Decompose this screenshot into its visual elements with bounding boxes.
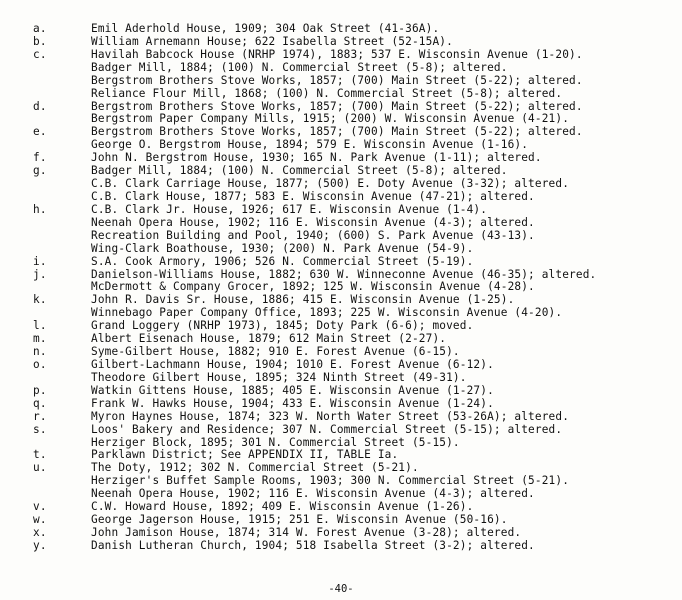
entry-text: Wing-Clark Boathouse, 1930; (200) N. Park Avenue (54-9). [91,241,474,255]
entry-text: Bergstrom Paper Company Mills, 1915; (200) W. Wisconsin Avenue (4-21). [91,112,570,126]
entry-text: Loos' Bakery and Residence; 307 N. Commercial Street (5-15); altered. [91,422,563,436]
entry-line [33,243,673,256]
entry-text: Herziger Block, 1895; 301 N. Commercial Street (5-15). [91,435,460,449]
entry-letter: i. [33,254,47,268]
entry-text: Danish Lutheran Church, 1904; 518 Isabella Street (3-2); altered. [91,538,535,552]
entry-letter [33,75,91,88]
entry-letter: v. [33,500,47,514]
entry-text: Bergstrom Brothers Stove Works, 1857; (700) Main Street (5-22); altered. [91,125,583,139]
entry-text: C.B. Clark House, 1877; 583 E. Wisconsin Avenue (47-21); altered. [91,189,535,203]
entry-letter: w. [33,513,47,527]
entry-letter: f. [33,151,47,165]
entry-line [33,23,673,36]
entry-text: S.A. Cook Armory, 1906; 526 N. Commercial Street (5-19). [91,254,474,268]
entry-text: Havilah Babcock House (NRHP 1974), 1883; 537 E. Wisconsin Avenue (1-20). [91,47,583,61]
entry-text: Emil Aderhold House, 1909; 304 Oak Street (41-36A). [91,22,440,35]
entry-line [33,514,673,527]
entry-text: C.W. Howard House, 1892; 409 E. Wisconsin Avenue (1-26). [91,500,474,514]
list-item [33,385,673,398]
entry-letter: p. [33,383,47,397]
entry-letter: y. [33,538,47,552]
list-item [33,398,673,411]
list-item [33,256,673,269]
list-item [33,269,673,295]
list-item [33,411,673,424]
entry-text: Neenah Opera House, 1902; 116 E. Wisconsin Avenue (4-3); altered. [91,487,535,501]
entry-line [33,540,673,553]
list-item [33,540,673,553]
entry-text: Watkin Gittens House, 1885; 405 E. Wisconsin Avenue (1-27). [91,383,494,397]
entry-letter [33,62,91,75]
entry-line [33,36,673,49]
entry-text: Recreation Building and Pool, 1940; (600) S. Park Avenue (43-13). [91,228,535,242]
entry-text: Parklawn District; See APPENDIX II, TABLE Ia. [91,448,399,462]
entry-line [33,424,673,437]
entry-text: Albert Eisenach House, 1879; 612 Main Street (2-27). [91,332,447,346]
entry-text: Bergstrom Brothers Stove Works, 1857; (700) Main Street (5-22); altered. [91,99,583,113]
entry-letter: c. [33,47,47,61]
entry-letter [33,217,91,230]
list-item [33,36,673,49]
entry-text: George Jagerson House, 1915; 251 E. Wisconsin Avenue (50-16). [91,513,508,527]
entry-letter [33,178,91,191]
list-item [33,462,673,501]
entry-letter: u. [33,461,47,475]
entry-letter [33,372,91,385]
entry-line [33,527,673,540]
entry-text: Reliance Flour Mill, 1868; (100) N. Commercial Street (5-8); altered. [91,86,563,100]
entry-text: Myron Haynes House, 1874; 323 W. North Water Street (53-26A); altered. [91,409,570,423]
entry-letter: o. [33,357,47,371]
entry-line [33,359,673,372]
entry-letter: n. [33,345,47,359]
entry-list [33,23,673,553]
entry-text: Badger Mill, 1884; (100) N. Commercial Street (5-8); altered. [91,60,508,74]
entry-letter: m. [33,332,47,346]
entry-line [33,385,673,398]
entry-letter [33,191,91,204]
entry-line [33,230,673,243]
entry-letter: h. [33,202,47,216]
entry-text: The Doty, 1912; 302 N. Commercial Street (5-21). [91,461,419,475]
entry-letter: g. [33,164,47,178]
list-item [33,294,673,320]
list-item [33,527,673,540]
entry-text: Neenah Opera House, 1902; 116 E. Wisconsin Avenue (4-3); altered. [91,215,535,229]
entry-text: Grand Loggery (NRHP 1973), 1845; Doty Park (6-6); moved. [91,319,474,333]
entry-text: Danielson-Williams House, 1882; 630 W. Winneconne Avenue (46-35); altered. [91,267,597,281]
entry-line [33,217,673,230]
page-number: -40- [328,583,354,595]
list-item [33,514,673,527]
entry-letter: x. [33,525,47,539]
entry-text: McDermott & Company Grocer, 1892; 125 W. Wisconsin Avenue (4-28). [91,280,535,294]
entry-line [33,204,673,217]
entry-letter: j. [33,267,47,281]
list-item [33,49,673,101]
entry-text: Herziger's Buffet Sample Rooms, 1903; 300 N. Commercial Street (5-21). [91,474,570,488]
entry-letter: l. [33,319,47,333]
entry-letter: k. [33,293,47,307]
list-item [33,126,673,152]
entry-line [33,62,673,75]
list-item [33,359,673,385]
list-item [33,23,673,36]
entry-line [33,49,673,62]
entry-letter: a. [33,22,47,35]
entry-letter: t. [33,448,47,462]
entry-text: John N. Bergstrom House, 1930; 165 N. Park Avenue (1-11); altered. [91,151,542,165]
entry-text: Theodore Gilbert House, 1895; 324 Ninth Street (49-31). [91,370,467,384]
entry-text: Bergstrom Brothers Stove Works, 1857; (700) Main Street (5-22); altered. [91,73,583,87]
entry-letter [33,475,91,488]
entry-letter: r. [33,409,47,423]
entry-letter [33,230,91,243]
entry-letter: e. [33,125,47,139]
list-item [33,101,673,127]
entry-letter: s. [33,422,47,436]
entry-line [33,256,673,269]
entry-text: Gilbert-Lachmann House, 1904; 1010 E. Forest Avenue (6-12). [91,357,494,371]
entry-line [33,398,673,411]
entry-text: Syme-Gilbert House, 1882; 910 E. Forest Avenue (6-15). [91,345,460,359]
list-item [33,424,673,450]
entry-text: William Arnemann House; 622 Isabella Street (52-15A). [91,34,453,48]
entry-line [33,88,673,101]
entry-text: C.B. Clark Jr. House, 1926; 617 E. Wisconsin Avenue (1-4). [91,202,488,216]
entry-text: John R. Davis Sr. House, 1886; 415 E. Wisconsin Avenue (1-25). [91,293,515,307]
entry-letter: q. [33,396,47,410]
list-item [33,165,673,204]
entry-line [33,372,673,385]
entry-text: George O. Bergstrom House, 1894; 579 E. Wisconsin Avenue (1-16). [91,138,529,152]
entry-line [33,411,673,424]
entry-letter: d. [33,99,47,113]
entry-letter [33,243,91,256]
list-item [33,204,673,256]
entry-letter [33,88,91,101]
entry-text: C.B. Clark Carriage House, 1877; (500) E. Doty Avenue (3-32); altered. [91,177,570,191]
entry-line [33,75,673,88]
entry-text: Frank W. Hawks House, 1904; 433 E. Wisconsin Avenue (1-24). [91,396,494,410]
entry-text: John Jamison House, 1874; 314 W. Forest Avenue (3-28); altered. [91,525,522,539]
entry-text: Winnebago Paper Company Office, 1893; 225 W. Wisconsin Avenue (4-20). [91,306,563,320]
entry-letter: b. [33,34,47,48]
entry-text: Badger Mill, 1884; (100) N. Commercial Street (5-8); altered. [91,164,508,178]
entry-line [33,191,673,204]
